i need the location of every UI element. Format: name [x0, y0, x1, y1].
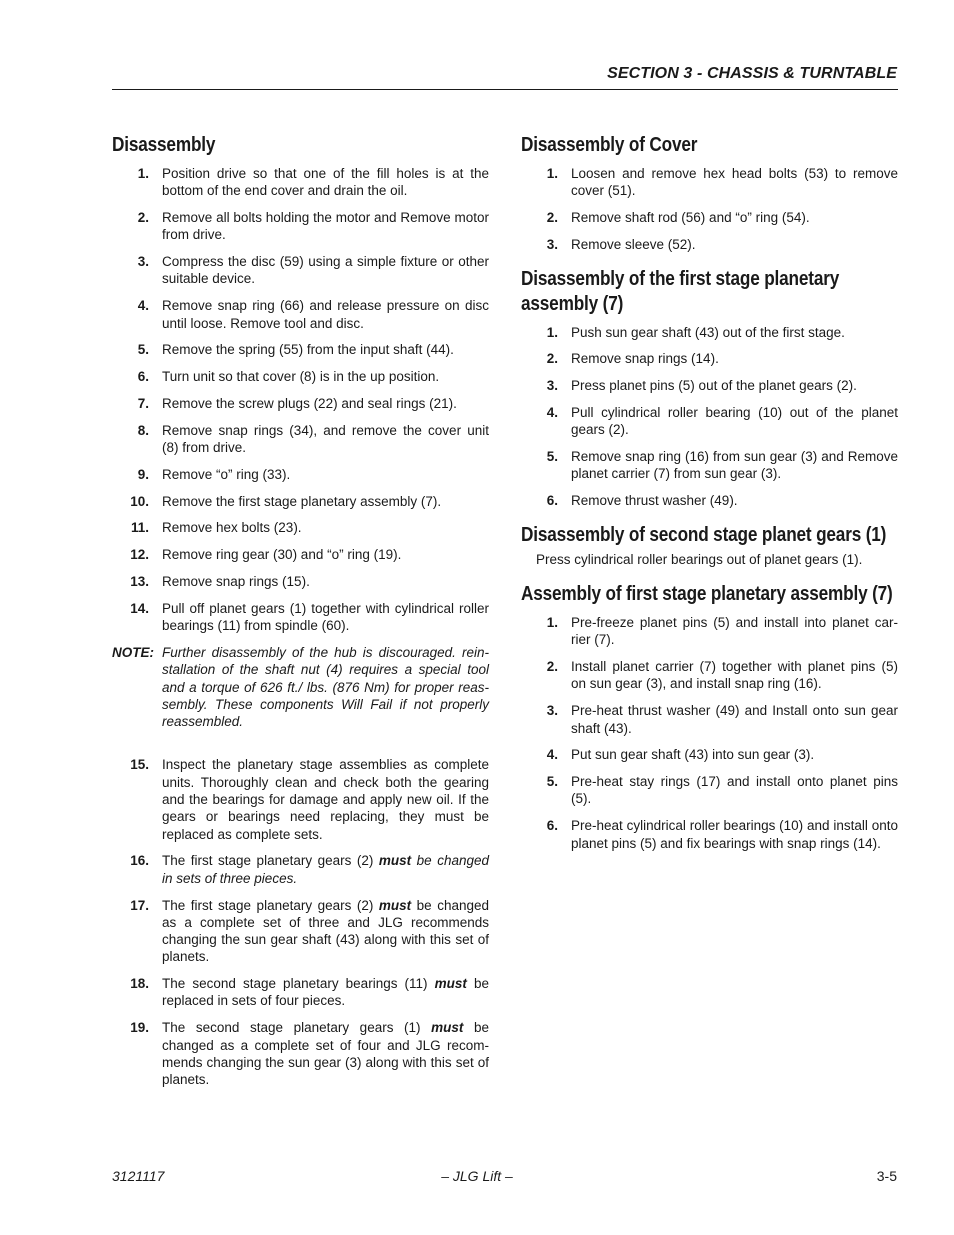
list-item: 5. Remove snap ring (16) from sun gear (3) and Remove planet carrier (7) from sun gear (3). [546, 449, 898, 482]
list-item: 17. The first stage planetary gears (2) must be changed as a complete set of three and JLG recommends changing the sun gear shaft (43) along with this set of planets. [130, 897, 489, 965]
heading-disassembly-cover: Disassembly of Cover [521, 134, 698, 156]
header-divider [112, 89, 898, 90]
heading-second-stage-disassembly: Disassembly of second stage planet gears (1) [521, 524, 887, 547]
footer-doc-number: 3121117 [112, 1168, 165, 1184]
cover-steps [521, 165, 898, 253]
list-item: 2. Install planet carrier (7) together with planet pins (5) on sun gear (3), and install snap ring (16). [546, 659, 898, 692]
list-item: 6. Remove thrust washer (49). [546, 493, 738, 509]
list-item: 1. Position drive so that one of the fill holes is at the bottom of the end cover and drain the oil. [137, 166, 489, 199]
right-column [521, 133, 898, 861]
list-item: 6. Turn unit so that cover (8) is in the up position. [137, 369, 440, 385]
heading-first-stage-assembly: Assembly of first stage planetary assembly (7) [521, 583, 893, 606]
list-item: 3. Pre-heat thrust washer (49) and Install onto sun gear shaft (43). [546, 703, 898, 736]
heading-first-stage-disassembly: Disassembly of the first stage planetary assembly (7) [521, 267, 840, 315]
list-item: 4. Put sun gear shaft (43) into sun gear (3). [546, 747, 815, 763]
list-item: 7. Remove the screw plugs (22) and seal rings (21). [137, 395, 457, 411]
list-item: 1. Pre-freeze planet pins (5) and install into planet car-rier (7). [546, 615, 898, 648]
assembly-steps [521, 614, 898, 852]
list-item: 18. The second stage planetary bearings (11) must be replaced in sets of four pieces. [130, 976, 489, 1009]
left-column [112, 133, 489, 1098]
list-item: 19. The second stage planetary gears (1) must be changed as a complete set of four and JLG recom-mends changing the sun gear (3) along with this set of planets. [130, 1020, 489, 1088]
footer-page-number: 3-5 [876, 1168, 897, 1184]
list-item: 11. Remove hex bolts (23). [130, 520, 302, 536]
list-item: 2. Remove snap rings (14). [546, 351, 719, 367]
inspection-steps [112, 756, 489, 1088]
list-item: 12. Remove ring gear (30) and “o” ring (19). [130, 547, 402, 563]
section-title: SECTION 3 - CHASSIS & TURNTABLE [607, 65, 897, 82]
note-label: NOTE: [112, 644, 154, 660]
heading-disassembly: Disassembly [112, 134, 216, 156]
second-stage-text: Press cylindrical roller bearings out of planet gears (1). [536, 552, 863, 568]
list-item: 2. Remove all bolts holding the motor and Remove motor from drive. [137, 210, 489, 243]
list-item: 4. Remove snap ring (66) and release pressure on disc until loose. Remove tool and disc. [137, 298, 489, 331]
first-stage-steps [521, 324, 898, 510]
list-item: 6. Pre-heat cylindrical roller bearings (10) and install onto planet pins (5) and fix bearings with snap rings (14). [546, 818, 898, 851]
note-text: Further disassembly of the hub is discouraged. rein-stallation of the shaft nut (4) requires a special tool and a torque of 626 ft./ lbs. (876 Nm) for proper reas-sembly. These components Will Fail if not properly reassembled. [162, 644, 489, 730]
disassembly-steps [112, 165, 489, 634]
list-item: 3. Remove sleeve (52). [546, 236, 696, 252]
list-item: 8. Remove snap rings (34), and remove the cover unit (8) from drive. [137, 422, 489, 456]
note-block [112, 644, 489, 730]
list-item: 3. Press planet pins (5) out of the planet gears (2). [546, 378, 857, 394]
list-item: 10. Remove the first stage planetary assembly (7). [130, 493, 442, 509]
list-item: 5. Pre-heat stay rings (17) and install onto planet pins (5). [546, 774, 898, 807]
footer-brand: – JLG Lift – [441, 1168, 513, 1184]
list-item: 13. Remove snap rings (15). [130, 574, 310, 590]
list-item: 9. Remove “o” ring (33). [137, 466, 291, 482]
list-item: 1. Loosen and remove hex head bolts (53) to remove cover (51). [546, 166, 898, 199]
list-item: 15. Inspect the planetary stage assemblies as complete units. Thoroughly clean and check both the gearing and the bearings for damage and apply new oil. If the gears or bearings need replacing, they must be replaced as complete sets. [130, 757, 489, 842]
list-item: 1. Push sun gear shaft (43) out of the first stage. [546, 324, 845, 340]
list-item: 5. Remove the spring (55) from the input shaft (44). [137, 342, 454, 358]
list-item: 14. Pull off planet gears (1) together with cylindrical roller bearings (11) from spindle (60). [130, 600, 489, 634]
list-item: 2. Remove shaft rod (56) and “o” ring (54). [546, 210, 810, 226]
list-item: 3. Compress the disc (59) using a simple fixture or other suitable device. [137, 254, 489, 287]
list-item: 16. The first stage planetary gears (2) must be changed in sets of three pieces. [130, 853, 489, 886]
list-item: 4. Pull cylindrical roller bearing (10) out of the planet gears (2). [546, 405, 898, 438]
